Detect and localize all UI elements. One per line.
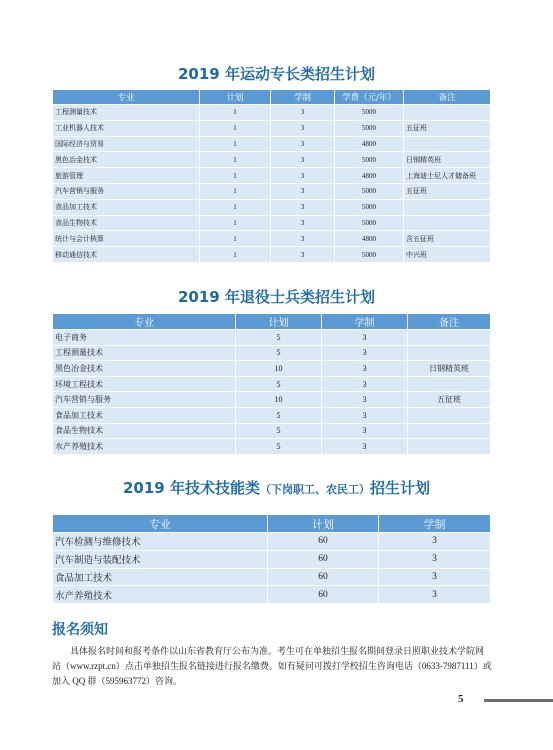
table3-header-2: 学制	[379, 515, 491, 533]
table-row	[53, 439, 491, 455]
table-cell: 3	[322, 361, 408, 377]
table-cell: 60	[268, 550, 379, 568]
table-cell: 国际经济与贸易	[53, 136, 200, 152]
table-row	[53, 168, 491, 184]
table-cell: 食品加工技术	[53, 407, 236, 423]
table1-header-0: 专业	[53, 90, 200, 105]
table-row	[53, 568, 491, 586]
table-cell: 3	[322, 376, 408, 392]
table2-header-2: 学制	[322, 314, 408, 330]
table-cell: 3	[271, 120, 335, 136]
table-cell: 汽车营销与服务	[53, 183, 200, 199]
table-cell: 食品加工技术	[53, 568, 268, 586]
table-cell: 1	[200, 215, 271, 231]
table-cell: 4800	[335, 231, 404, 247]
table-cell: 5000	[335, 199, 404, 215]
table-cell: 五征班	[408, 392, 491, 408]
table-row	[53, 120, 491, 136]
table-cell	[404, 105, 491, 121]
table-cell: 移动通信技术	[53, 247, 200, 263]
table-cell	[404, 199, 491, 215]
table-row	[53, 183, 491, 199]
table-cell: 5000	[335, 152, 404, 168]
table-cell: 黑色冶金技术	[53, 152, 200, 168]
table-cell: 日钢精英班	[404, 152, 491, 168]
table-cell: 汽车营销与服务	[53, 392, 236, 408]
table-cell: 环境工程技术	[53, 376, 236, 392]
table-cell: 60	[268, 568, 379, 586]
table-cell: 5	[236, 376, 322, 392]
table3-title-sub: （下岗职工、农民工）	[259, 483, 370, 496]
table-row	[53, 231, 491, 247]
table-cell: 10	[236, 361, 322, 377]
table-cell: 水产养殖技术	[53, 586, 268, 604]
table-cell	[408, 376, 491, 392]
notice-title: 报名须知	[52, 622, 108, 638]
table-cell: 10	[236, 392, 322, 408]
table-cell: 4800	[335, 168, 404, 184]
table-cell: 电子商务	[53, 330, 236, 346]
table1-header-3: 学费（元/年）	[335, 90, 404, 105]
table-cell: 5000	[335, 105, 404, 121]
sports-admission-table	[52, 89, 491, 263]
table-cell: 3	[271, 215, 335, 231]
table-cell	[408, 330, 491, 346]
page-number: 5	[458, 693, 464, 705]
table-cell	[408, 423, 491, 439]
table-cell	[404, 215, 491, 231]
table2-header-1: 计划	[236, 314, 322, 330]
table-cell: 3	[322, 439, 408, 455]
table-row	[53, 199, 491, 215]
table-cell: 旅游管理	[53, 168, 200, 184]
table-row	[53, 105, 491, 121]
skills-admission-table	[52, 514, 491, 604]
table1-header-1: 计划	[200, 90, 271, 105]
table-cell: 5	[236, 330, 322, 346]
table-cell: 3	[271, 105, 335, 121]
table-cell: 中兴班	[404, 247, 491, 263]
table-cell: 5	[236, 439, 322, 455]
table-cell	[408, 439, 491, 455]
table2-title: 2019 年退役士兵类招生计划	[178, 288, 375, 306]
table-cell: 食品生物技术	[53, 423, 236, 439]
table-cell	[408, 407, 491, 423]
table-cell: 1	[200, 120, 271, 136]
table1-header-2: 学制	[271, 90, 335, 105]
table-cell: 5	[236, 423, 322, 439]
table-cell	[408, 345, 491, 361]
table-row	[53, 247, 491, 263]
table3-header-0: 专业	[53, 515, 268, 533]
page-footer-rule	[484, 699, 553, 702]
table-cell: 3	[271, 152, 335, 168]
table-cell: 1	[200, 136, 271, 152]
table-cell: 1	[200, 247, 271, 263]
table-cell: 食品生物技术	[53, 215, 200, 231]
table-cell: 日钢精英班	[408, 361, 491, 377]
table-cell: 上海迪士尼人才储备班	[404, 168, 491, 184]
table-cell: 1	[200, 199, 271, 215]
table-cell	[404, 136, 491, 152]
table-cell: 五征班	[404, 183, 491, 199]
table-cell: 3	[271, 136, 335, 152]
table-row	[53, 533, 491, 551]
table-cell: 60	[268, 533, 379, 551]
table-row	[53, 392, 491, 408]
table-cell: 1	[200, 183, 271, 199]
table3-title-end: 招生计划	[369, 479, 430, 497]
table3-title	[0, 477, 553, 498]
table-cell: 5000	[335, 215, 404, 231]
table-cell: 5000	[335, 183, 404, 199]
table-cell: 5000	[335, 120, 404, 136]
table-row	[53, 136, 491, 152]
table-row	[53, 345, 491, 361]
table-cell: 1	[200, 231, 271, 247]
table-cell: 统计与会计核算	[53, 231, 200, 247]
table3-header-1: 计划	[268, 515, 379, 533]
table-cell: 3	[271, 199, 335, 215]
table-cell: 3	[322, 407, 408, 423]
table-cell: 1	[200, 152, 271, 168]
table-cell: 含五征班	[404, 231, 491, 247]
table-cell: 五征班	[404, 120, 491, 136]
table-cell: 3	[379, 533, 491, 551]
table-row	[53, 586, 491, 604]
table-row	[53, 152, 491, 168]
table-cell: 食品加工技术	[53, 199, 200, 215]
table-row	[53, 423, 491, 439]
table-cell: 3	[271, 247, 335, 263]
table-cell: 水产养殖技术	[53, 439, 236, 455]
table-cell: 3	[322, 392, 408, 408]
table-cell: 1	[200, 168, 271, 184]
table-cell: 3	[379, 586, 491, 604]
table-cell: 工业机器人技术	[53, 120, 200, 136]
table-cell: 5	[236, 407, 322, 423]
table-cell: 3	[271, 168, 335, 184]
table-cell: 3	[322, 423, 408, 439]
table-row	[53, 361, 491, 377]
notice-body: 具体报名时间和报考条件以山东省教育厅公布为准。考生可在单独招生报名期间登录日照职业技术学院网站（www.rzpt.cn）点击单独招生报名链接进行报名缴费。如有疑问可拨打学校招生咨询电话（0633-7987111）或加入 QQ 群（595963772）咨询。	[52, 646, 492, 686]
table-cell: 汽车检测与维修技术	[53, 533, 268, 551]
table2-header-0: 专业	[53, 314, 236, 330]
table-cell: 3	[379, 568, 491, 586]
table-cell: 3	[271, 231, 335, 247]
table-cell: 3	[379, 550, 491, 568]
table-row	[53, 376, 491, 392]
table-cell: 3	[322, 330, 408, 346]
table-cell: 工程测量技术	[53, 105, 200, 121]
table-cell: 1	[200, 105, 271, 121]
table-row	[53, 330, 491, 346]
table-cell: 工程测量技术	[53, 345, 236, 361]
table-cell: 3	[322, 345, 408, 361]
table1-title: 2019 年运动专长类招生计划	[178, 65, 375, 83]
table-row	[53, 550, 491, 568]
veteran-admission-table	[52, 313, 491, 455]
table3-title-main: 2019 年技术技能类	[123, 479, 260, 497]
table-cell: 5000	[335, 247, 404, 263]
table-cell: 60	[268, 586, 379, 604]
table-cell: 3	[271, 183, 335, 199]
table-cell: 汽车制造与装配技术	[53, 550, 268, 568]
table-cell: 黑色冶金技术	[53, 361, 236, 377]
table1-header-4: 备注	[404, 90, 491, 105]
table-row	[53, 215, 491, 231]
table-cell: 4800	[335, 136, 404, 152]
table-row	[53, 407, 491, 423]
table-cell: 5	[236, 345, 322, 361]
table2-header-3: 备注	[408, 314, 491, 330]
